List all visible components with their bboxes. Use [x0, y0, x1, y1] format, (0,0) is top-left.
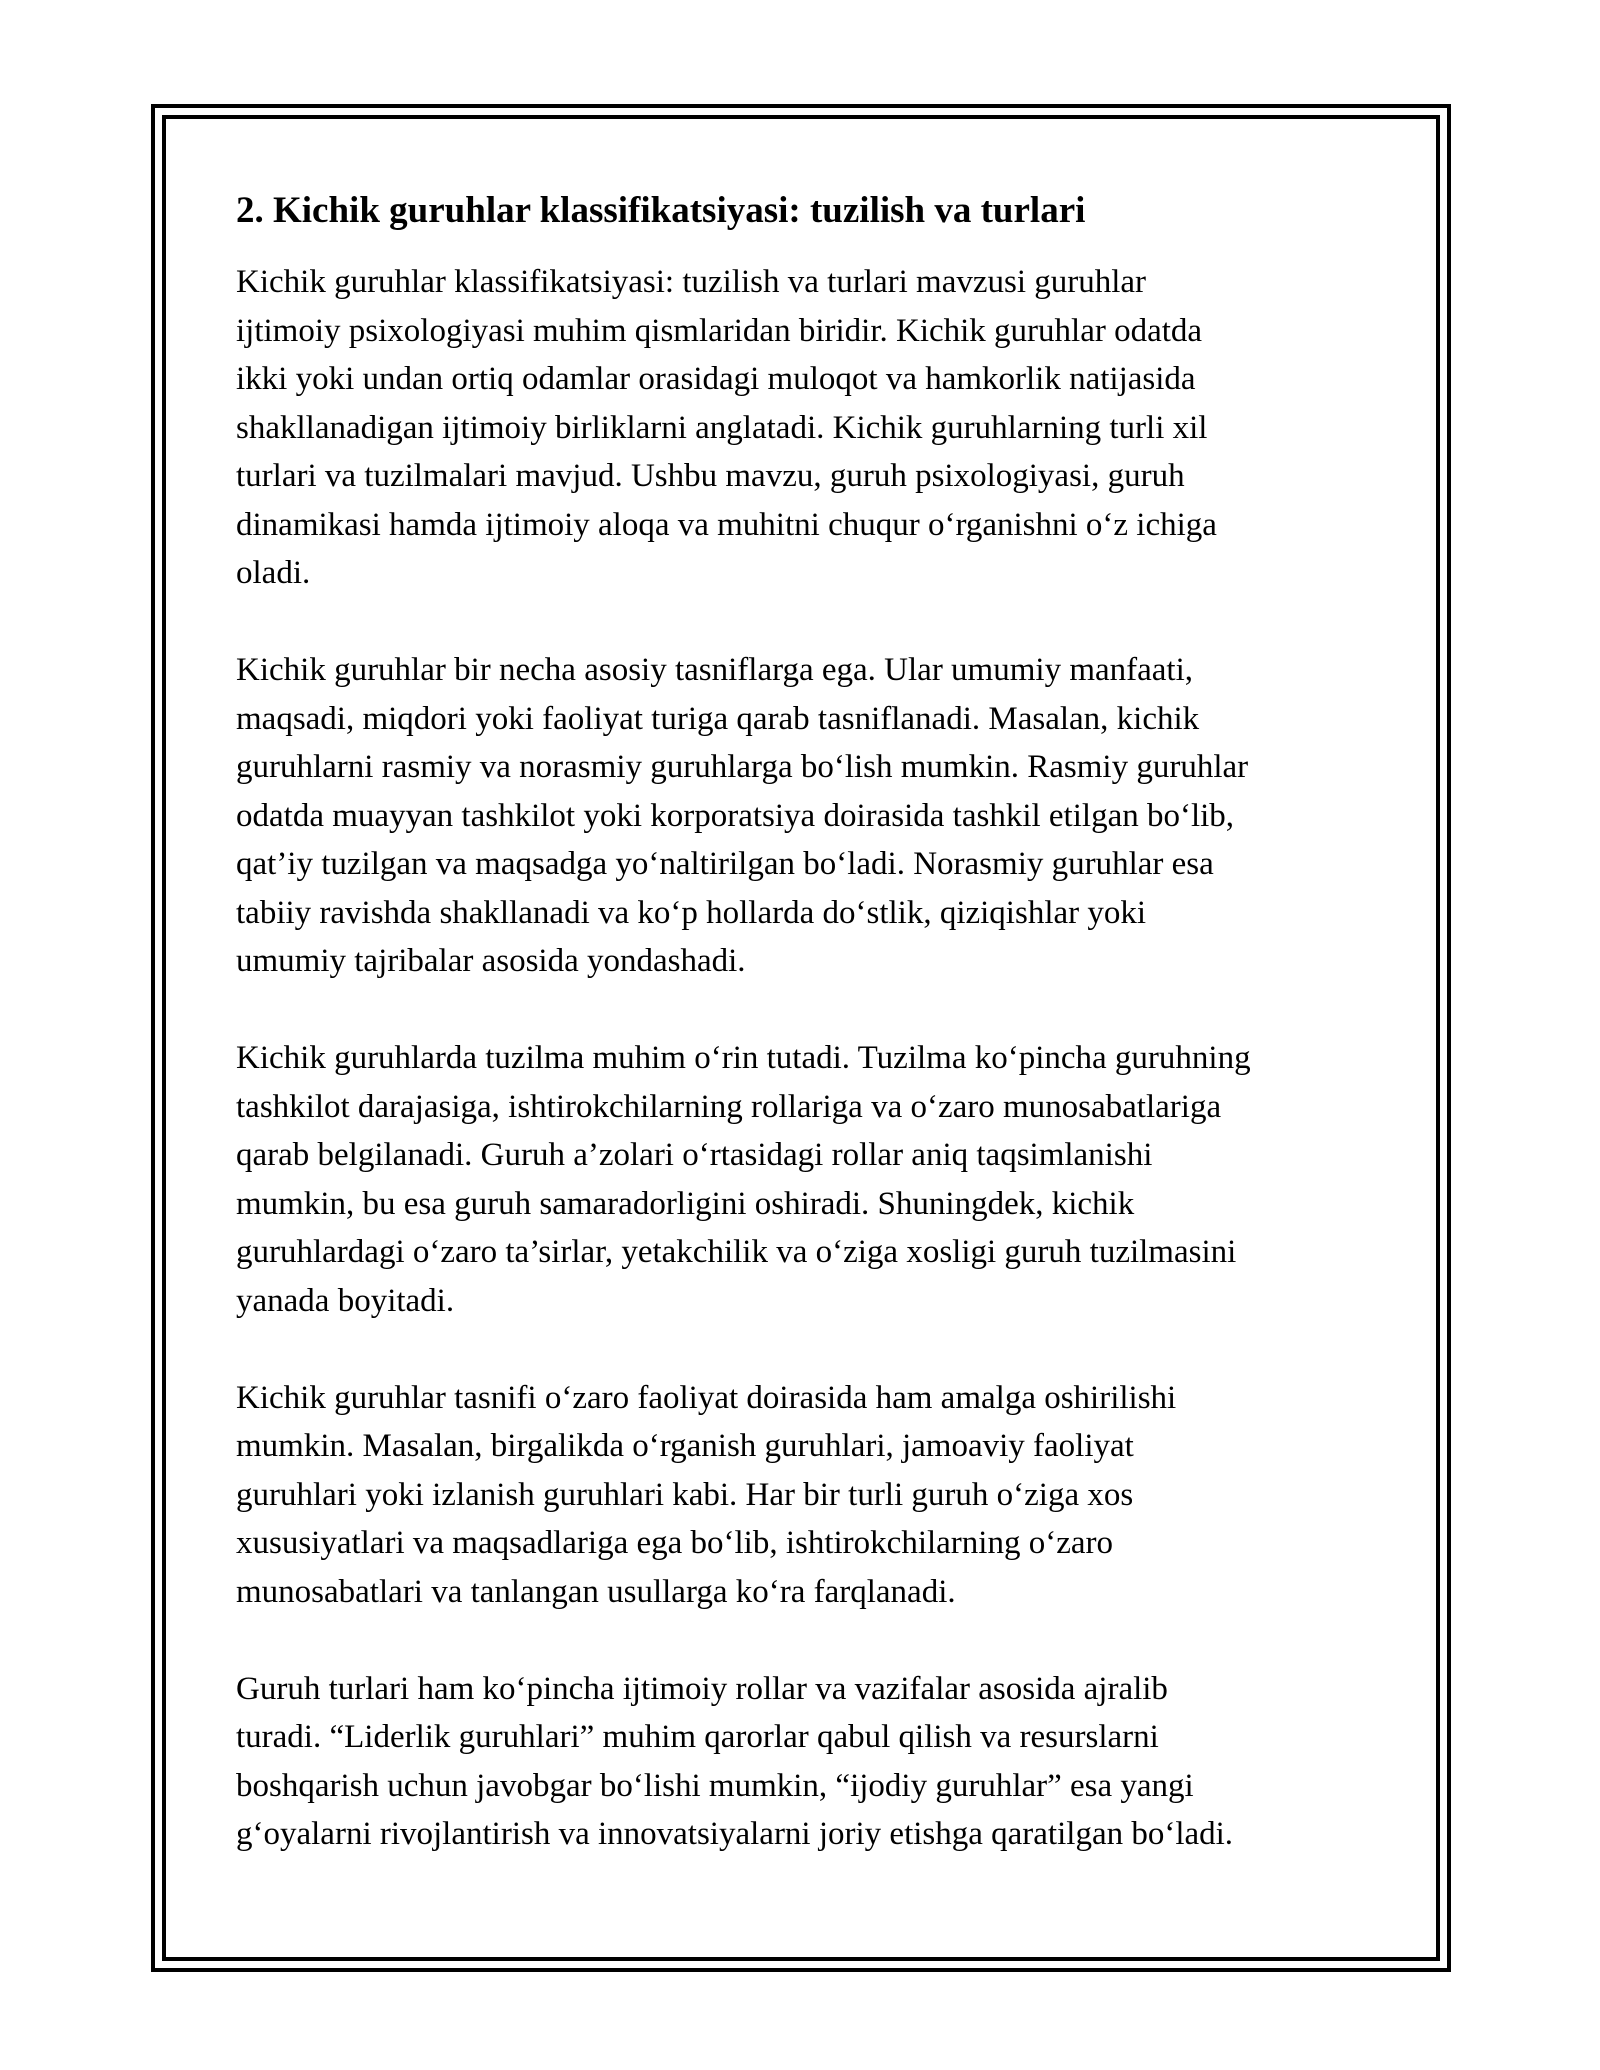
- text-line: tabiiy ravishda shakllanadi va ko‘p hollarda do‘stlik, qiziqishlar yoki: [236, 894, 1147, 931]
- paragraph-4: [236, 1374, 1376, 1617]
- paragraph-5: [236, 1665, 1376, 1859]
- paragraph-2: [236, 646, 1376, 986]
- text-line: xususiyatlari va maqsadlariga ega bo‘lib, ishtirokchilarning o‘zaro: [236, 1525, 1113, 1561]
- text-line: maqsadi, miqdori yoki faoliyat turiga qarab tasniflanadi. Masalan, kichik: [236, 700, 1200, 737]
- text-line: ikki yoki undan ortiq odamlar orasidagi muloqot va hamkorlik natijasida: [236, 361, 1196, 397]
- paragraph-3: [236, 1034, 1376, 1325]
- text-line: g‘oyalarni rivojlantirish va innovatsiyalarni joriy etishga qaratilgan bo‘ladi.: [236, 1816, 1234, 1852]
- text-line: munosabatlari va tanlangan usullarga ko‘ra farqlanadi.: [236, 1573, 956, 1610]
- text-line: mumkin. Masalan, birgalikda o‘rganish guruhlari, jamoaviy faoliyat: [236, 1428, 1134, 1464]
- text-line: Kichik guruhlar bir necha asosiy tasniflarga ega. Ular umumiy manfaati,: [236, 652, 1193, 688]
- text-line: guruhlardagi o‘zaro ta’sirlar, yetakchilik va o‘ziga xosligi guruh tuzilmasini: [236, 1234, 1237, 1270]
- text-line: turadi. “Liderlik guruhlari” muhim qarorlar qabul qilish va resurslarni: [236, 1719, 1159, 1755]
- text-line: umumiy tajribalar asosida yondashadi.: [236, 943, 746, 979]
- text-line: Kichik guruhlar klassifikatsiyasi: tuzilish va turlari mavzusi guruhlar: [236, 264, 1147, 300]
- text-line: yanada boyitadi.: [236, 1282, 455, 1319]
- text-line: Kichik guruhlar tasnifi o‘zaro faoliyat doirasida ham amalga oshirilishi: [236, 1379, 1177, 1416]
- text-line: tashkilot darajasiga, ishtirokchilarning rollariga va o‘zaro munosabatlariga: [236, 1088, 1222, 1125]
- text-line: dinamikasi hamda ijtimoiy aloqa va muhitni chuqur o‘rganishni o‘z ichiga: [236, 506, 1217, 543]
- text-line: boshqarish uchun javobgar bo‘lishi mumkin, “ijodiy guruhlar” esa yangi: [236, 1767, 1194, 1804]
- text-line: guruhlarni rasmiy va norasmiy guruhlarga bo‘lish mumkin. Rasmiy guruhlar: [236, 749, 1249, 785]
- text-line: Kichik guruhlarda tuzilma muhim o‘rin tutadi. Tuzilma ko‘pincha guruhning: [236, 1040, 1251, 1076]
- section-heading: 2. Kichik guruhlar klassifikatsiyasi: tuzilish va turlari: [236, 190, 1086, 231]
- text-line: odatda muayyan tashkilot yoki korporatsiya doirasida tashkil etilgan bo‘lib,: [236, 797, 1235, 834]
- text-line: shakllanadigan ijtimoiy birliklarni anglatadi. Kichik guruhlarning turli xil: [236, 409, 1208, 446]
- text-line: mumkin, bu esa guruh samaradorligini oshiradi. Shuningdek, kichik: [236, 1185, 1135, 1222]
- document-body: [236, 188, 1376, 1907]
- paragraph-1: [236, 258, 1376, 598]
- text-line: turlari va tuzilmalari mavjud. Ushbu mavzu, guruh psixologiyasi, guruh: [236, 458, 1185, 494]
- text-line: oladi.: [236, 555, 311, 591]
- text-line: guruhlari yoki izlanish guruhlari kabi. Har bir turli guruh o‘ziga xos: [236, 1476, 1134, 1513]
- text-line: qat’iy tuzilgan va maqsadga yo‘naltirilgan bo‘ladi. Norasmiy guruhlar esa: [236, 846, 1214, 882]
- text-line: qarab belgilanadi. Guruh a’zolari o‘rtasidagi rollar aniq taqsimlanishi: [236, 1137, 1153, 1173]
- text-line: Guruh turlari ham ko‘pincha ijtimoiy rollar va vazifalar asosida ajralib: [236, 1670, 1168, 1707]
- text-line: ijtimoiy psixologiyasi muhim qismlaridan biridir. Kichik guruhlar odatda: [236, 312, 1203, 349]
